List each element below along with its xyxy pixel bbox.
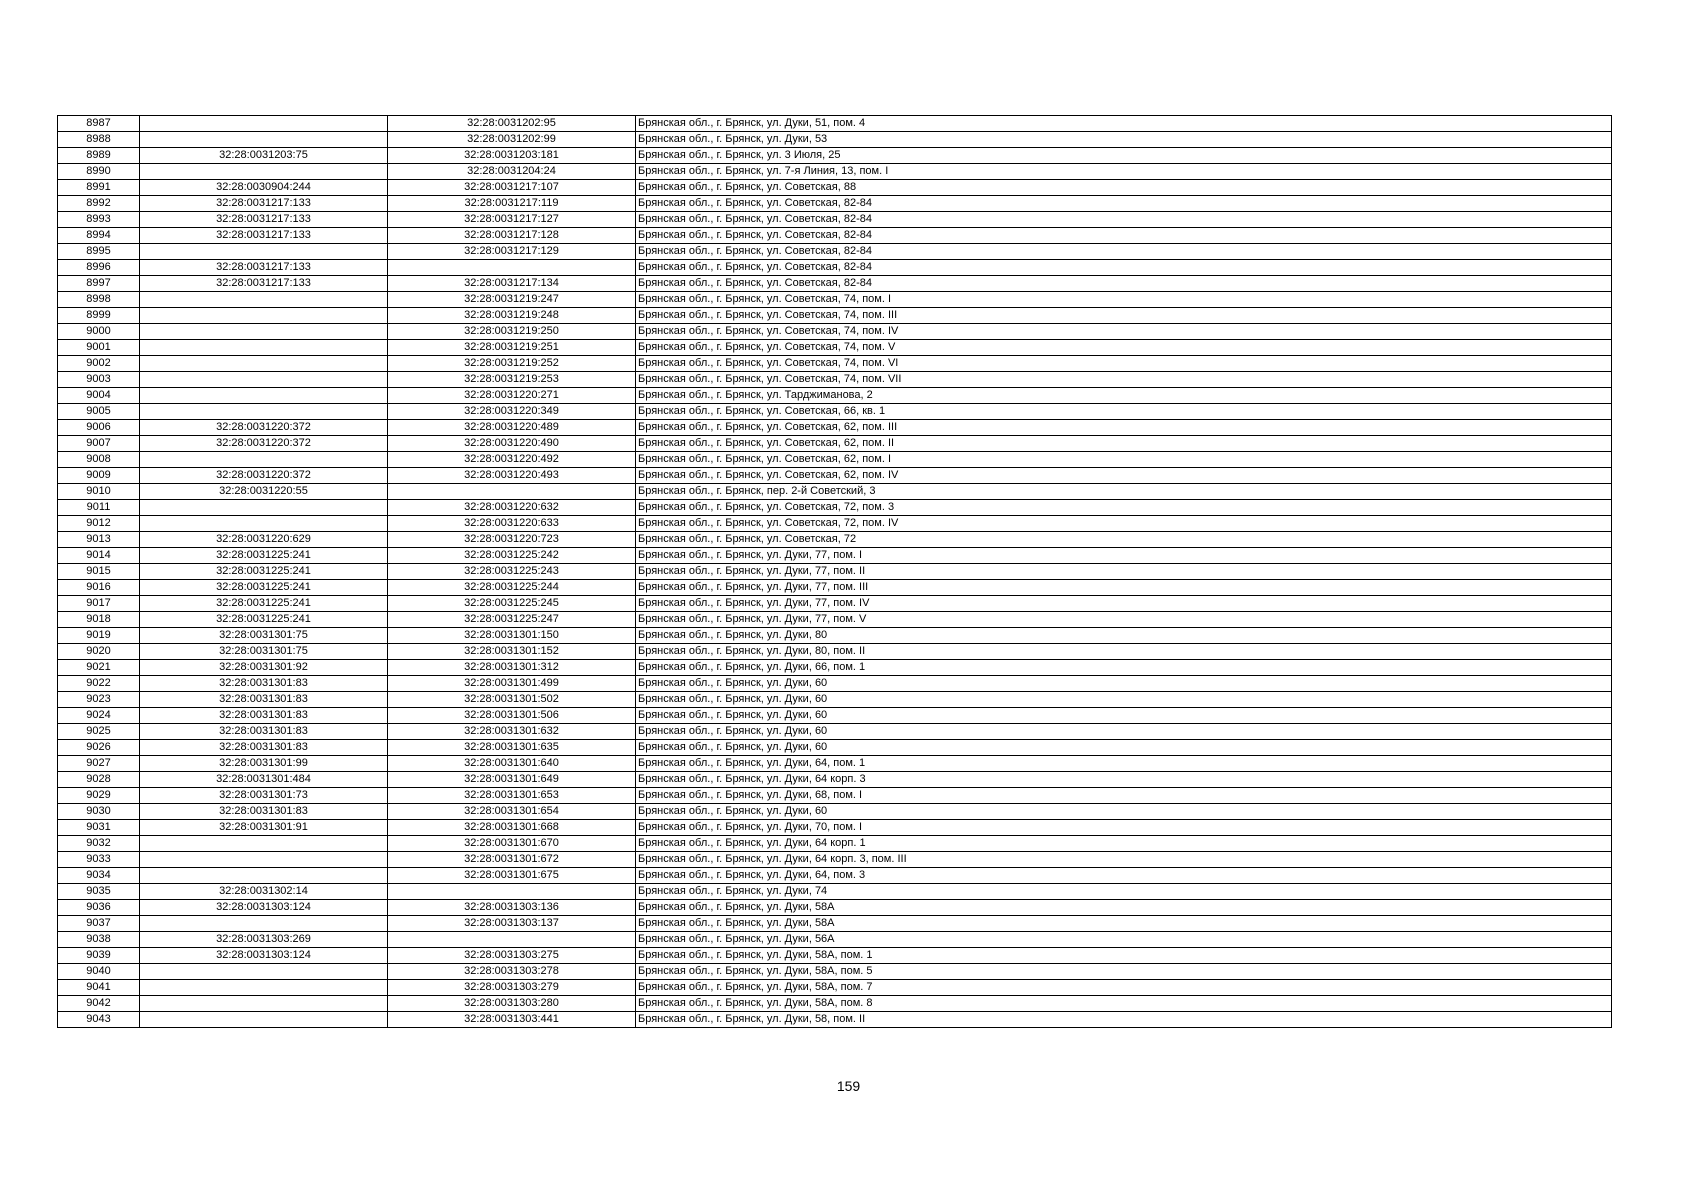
row-number-cell: 9039 xyxy=(58,948,140,964)
row-number-cell: 9031 xyxy=(58,820,140,836)
table-row xyxy=(58,196,1612,212)
previous-cadastral-number-cell xyxy=(140,916,388,932)
cadastral-number-cell: 32:28:0031303:137 xyxy=(388,916,636,932)
previous-cadastral-number-cell: 32:28:0031301:484 xyxy=(140,772,388,788)
cadastral-number-cell: 32:28:0031225:244 xyxy=(388,580,636,596)
table-row xyxy=(58,676,1612,692)
table-row xyxy=(58,964,1612,980)
previous-cadastral-number-cell: 32:28:0031301:91 xyxy=(140,820,388,836)
address-cell: Брянская обл., г. Брянск, ул. Дуки, 51, пом. 4 xyxy=(636,116,1612,132)
row-number-cell: 9040 xyxy=(58,964,140,980)
table-row xyxy=(58,212,1612,228)
previous-cadastral-number-cell xyxy=(140,980,388,996)
table-row xyxy=(58,980,1612,996)
previous-cadastral-number-cell xyxy=(140,308,388,324)
cadastral-number-cell: 32:28:0031301:150 xyxy=(388,628,636,644)
cadastral-number-cell: 32:28:0031219:250 xyxy=(388,324,636,340)
address-cell: Брянская обл., г. Брянск, ул. Дуки, 58А xyxy=(636,916,1612,932)
cadastral-number-cell: 32:28:0031217:107 xyxy=(388,180,636,196)
address-cell: Брянская обл., г. Брянск, ул. Дуки, 74 xyxy=(636,884,1612,900)
table-row xyxy=(58,308,1612,324)
row-number-cell: 9018 xyxy=(58,612,140,628)
table-row xyxy=(58,788,1612,804)
table-row xyxy=(58,916,1612,932)
cadastral-number-cell xyxy=(388,484,636,500)
table-row xyxy=(58,548,1612,564)
page-number: 159 xyxy=(836,1078,861,1094)
address-cell: Брянская обл., г. Брянск, ул. Дуки, 60 xyxy=(636,724,1612,740)
cadastral-number-cell: 32:28:0031301:632 xyxy=(388,724,636,740)
row-number-cell: 9030 xyxy=(58,804,140,820)
cadastral-number-cell: 32:28:0031225:247 xyxy=(388,612,636,628)
row-number-cell: 9021 xyxy=(58,660,140,676)
previous-cadastral-number-cell xyxy=(140,356,388,372)
previous-cadastral-number-cell xyxy=(140,292,388,308)
address-cell: Брянская обл., г. Брянск, ул. Дуки, 58А, пом. 8 xyxy=(636,996,1612,1012)
previous-cadastral-number-cell xyxy=(140,404,388,420)
previous-cadastral-number-cell: 32:28:0031301:99 xyxy=(140,756,388,772)
cadastral-number-cell xyxy=(388,260,636,276)
cadastral-number-cell: 32:28:0031219:247 xyxy=(388,292,636,308)
address-cell: Брянская обл., г. Брянск, ул. Дуки, 58А, пом. 1 xyxy=(636,948,1612,964)
row-number-cell: 9017 xyxy=(58,596,140,612)
row-number-cell: 9005 xyxy=(58,404,140,420)
row-number-cell: 8992 xyxy=(58,196,140,212)
table-row xyxy=(58,340,1612,356)
table-row xyxy=(58,852,1612,868)
cadastral-number-cell: 32:28:0031303:441 xyxy=(388,1012,636,1028)
address-cell: Брянская обл., г. Брянск, ул. Дуки, 56А xyxy=(636,932,1612,948)
row-number-cell: 9036 xyxy=(58,900,140,916)
table-row xyxy=(58,836,1612,852)
previous-cadastral-number-cell: 32:28:0031220:55 xyxy=(140,484,388,500)
previous-cadastral-number-cell: 32:28:0031220:372 xyxy=(140,436,388,452)
table-row xyxy=(58,756,1612,772)
previous-cadastral-number-cell xyxy=(140,852,388,868)
row-number-cell: 9009 xyxy=(58,468,140,484)
table-row xyxy=(58,500,1612,516)
table-row xyxy=(58,820,1612,836)
cadastral-number-cell: 32:28:0031301:499 xyxy=(388,676,636,692)
previous-cadastral-number-cell: 32:28:0031220:372 xyxy=(140,468,388,484)
previous-cadastral-number-cell: 32:28:0031220:629 xyxy=(140,532,388,548)
table-row xyxy=(58,484,1612,500)
row-number-cell: 9001 xyxy=(58,340,140,356)
cadastral-number-cell: 32:28:0031303:279 xyxy=(388,980,636,996)
address-cell: Брянская обл., г. Брянск, ул. Советская, 74, пом. VII xyxy=(636,372,1612,388)
address-cell: Брянская обл., г. Брянск, ул. Советская, 62, пом. IV xyxy=(636,468,1612,484)
cadastral-number-cell: 32:28:0031202:99 xyxy=(388,132,636,148)
address-cell: Брянская обл., г. Брянск, ул. Советская, 82-84 xyxy=(636,212,1612,228)
previous-cadastral-number-cell: 32:28:0031203:75 xyxy=(140,148,388,164)
address-cell: Брянская обл., г. Брянск, ул. Советская, 88 xyxy=(636,180,1612,196)
row-number-cell: 9026 xyxy=(58,740,140,756)
cadastral-number-cell xyxy=(388,884,636,900)
table-row xyxy=(58,452,1612,468)
previous-cadastral-number-cell: 32:28:0031303:124 xyxy=(140,900,388,916)
address-cell: Брянская обл., г. Брянск, ул. Дуки, 80 xyxy=(636,628,1612,644)
address-cell: Брянская обл., г. Брянск, ул. Дуки, 77, пом. V xyxy=(636,612,1612,628)
cadastral-number-cell: 32:28:0031303:136 xyxy=(388,900,636,916)
address-cell: Брянская обл., г. Брянск, ул. Дуки, 64 корп. 1 xyxy=(636,836,1612,852)
cadastral-number-cell: 32:28:0031220:633 xyxy=(388,516,636,532)
cadastral-number-cell: 32:28:0031225:242 xyxy=(388,548,636,564)
address-cell: Брянская обл., г. Брянск, ул. Советская, 66, кв. 1 xyxy=(636,404,1612,420)
previous-cadastral-number-cell: 32:28:0031301:73 xyxy=(140,788,388,804)
previous-cadastral-number-cell: 32:28:0031217:133 xyxy=(140,228,388,244)
row-number-cell: 9033 xyxy=(58,852,140,868)
row-number-cell: 9002 xyxy=(58,356,140,372)
previous-cadastral-number-cell xyxy=(140,132,388,148)
previous-cadastral-number-cell: 32:28:0031217:133 xyxy=(140,212,388,228)
previous-cadastral-number-cell: 32:28:0031301:75 xyxy=(140,628,388,644)
row-number-cell: 9034 xyxy=(58,868,140,884)
table-row xyxy=(58,468,1612,484)
previous-cadastral-number-cell: 32:28:0031301:83 xyxy=(140,724,388,740)
table-row xyxy=(58,356,1612,372)
address-cell: Брянская обл., г. Брянск, ул. Дуки, 58, пом. II xyxy=(636,1012,1612,1028)
cadastral-number-cell: 32:28:0031301:654 xyxy=(388,804,636,820)
previous-cadastral-number-cell: 32:28:0030904:244 xyxy=(140,180,388,196)
previous-cadastral-number-cell: 32:28:0031303:269 xyxy=(140,932,388,948)
cadastral-number-cell: 32:28:0031301:635 xyxy=(388,740,636,756)
table-row xyxy=(58,660,1612,676)
table-row xyxy=(58,180,1612,196)
previous-cadastral-number-cell: 32:28:0031225:241 xyxy=(140,548,388,564)
cadastral-number-cell: 32:28:0031301:675 xyxy=(388,868,636,884)
address-cell: Брянская обл., г. Брянск, ул. Дуки, 77, пом. I xyxy=(636,548,1612,564)
address-cell: Брянская обл., г. Брянск, ул. Советская, 74, пом. VI xyxy=(636,356,1612,372)
previous-cadastral-number-cell: 32:28:0031217:133 xyxy=(140,196,388,212)
address-cell: Брянская обл., г. Брянск, ул. Дуки, 77, пом. II xyxy=(636,564,1612,580)
address-cell: Брянская обл., г. Брянск, ул. Дуки, 53 xyxy=(636,132,1612,148)
address-cell: Брянская обл., г. Брянск, ул. Советская, 82-84 xyxy=(636,276,1612,292)
cadastral-number-cell: 32:28:0031301:672 xyxy=(388,852,636,868)
address-cell: Брянская обл., г. Брянск, ул. Дуки, 64, пом. 3 xyxy=(636,868,1612,884)
previous-cadastral-number-cell: 32:28:0031301:83 xyxy=(140,676,388,692)
cadastral-number-cell: 32:28:0031220:493 xyxy=(388,468,636,484)
cadastral-number-cell: 32:28:0031301:668 xyxy=(388,820,636,836)
previous-cadastral-number-cell xyxy=(140,996,388,1012)
address-cell: Брянская обл., г. Брянск, ул. Советская, 74, пом. III xyxy=(636,308,1612,324)
cadastral-number-cell: 32:28:0031303:278 xyxy=(388,964,636,980)
address-cell: Брянская обл., г. Брянск, ул. Дуки, 60 xyxy=(636,676,1612,692)
table-row xyxy=(58,740,1612,756)
previous-cadastral-number-cell xyxy=(140,452,388,468)
address-cell: Брянская обл., г. Брянск, пер. 2-й Советский, 3 xyxy=(636,484,1612,500)
address-cell: Брянская обл., г. Брянск, ул. Советская, 62, пом. I xyxy=(636,452,1612,468)
previous-cadastral-number-cell xyxy=(140,324,388,340)
cadastral-number-cell: 32:28:0031217:127 xyxy=(388,212,636,228)
address-cell: Брянская обл., г. Брянск, ул. Советская, 82-84 xyxy=(636,260,1612,276)
previous-cadastral-number-cell: 32:28:0031301:83 xyxy=(140,740,388,756)
row-number-cell: 9007 xyxy=(58,436,140,452)
table-row xyxy=(58,932,1612,948)
cadastral-number-cell: 32:28:0031301:640 xyxy=(388,756,636,772)
row-number-cell: 9025 xyxy=(58,724,140,740)
cadastral-number-cell: 32:28:0031204:24 xyxy=(388,164,636,180)
table-row xyxy=(58,1012,1612,1028)
row-number-cell: 9028 xyxy=(58,772,140,788)
row-number-cell: 9010 xyxy=(58,484,140,500)
cadastral-number-cell: 32:28:0031220:271 xyxy=(388,388,636,404)
address-cell: Брянская обл., г. Брянск, ул. Советская, 82-84 xyxy=(636,228,1612,244)
address-cell: Брянская обл., г. Брянск, ул. 7-я Линия, 13, пом. I xyxy=(636,164,1612,180)
row-number-cell: 9020 xyxy=(58,644,140,660)
previous-cadastral-number-cell xyxy=(140,164,388,180)
table-row xyxy=(58,420,1612,436)
cadastral-number-cell: 32:28:0031225:245 xyxy=(388,596,636,612)
address-cell: Брянская обл., г. Брянск, ул. Дуки, 58А, пом. 7 xyxy=(636,980,1612,996)
table-row xyxy=(58,772,1612,788)
table-row xyxy=(58,996,1612,1012)
table-row xyxy=(58,372,1612,388)
previous-cadastral-number-cell: 32:28:0031225:241 xyxy=(140,580,388,596)
previous-cadastral-number-cell: 32:28:0031225:241 xyxy=(140,564,388,580)
table-row xyxy=(58,724,1612,740)
table-row xyxy=(58,708,1612,724)
row-number-cell: 9041 xyxy=(58,980,140,996)
cadastral-number-cell: 32:28:0031202:95 xyxy=(388,116,636,132)
row-number-cell: 9027 xyxy=(58,756,140,772)
table-row xyxy=(58,148,1612,164)
cadastral-number-cell: 32:28:0031301:312 xyxy=(388,660,636,676)
address-cell: Брянская обл., г. Брянск, ул. Дуки, 77, пом. III xyxy=(636,580,1612,596)
address-cell: Брянская обл., г. Брянск, ул. Дуки, 64 корп. 3 xyxy=(636,772,1612,788)
table-row xyxy=(58,612,1612,628)
previous-cadastral-number-cell xyxy=(140,836,388,852)
row-number-cell: 9042 xyxy=(58,996,140,1012)
previous-cadastral-number-cell: 32:28:0031303:124 xyxy=(140,948,388,964)
row-number-cell: 8988 xyxy=(58,132,140,148)
row-number-cell: 8997 xyxy=(58,276,140,292)
previous-cadastral-number-cell xyxy=(140,1012,388,1028)
previous-cadastral-number-cell: 32:28:0031302:14 xyxy=(140,884,388,900)
cadastral-number-cell: 32:28:0031219:251 xyxy=(388,340,636,356)
row-number-cell: 9006 xyxy=(58,420,140,436)
cadastral-number-cell: 32:28:0031301:502 xyxy=(388,692,636,708)
address-cell: Брянская обл., г. Брянск, ул. Дуки, 58А, пом. 5 xyxy=(636,964,1612,980)
table-row xyxy=(58,244,1612,260)
cadastral-number-cell: 32:28:0031301:506 xyxy=(388,708,636,724)
row-number-cell: 9022 xyxy=(58,676,140,692)
previous-cadastral-number-cell: 32:28:0031301:75 xyxy=(140,644,388,660)
table-row xyxy=(58,532,1612,548)
table-row xyxy=(58,260,1612,276)
previous-cadastral-number-cell xyxy=(140,340,388,356)
table-row xyxy=(58,868,1612,884)
address-cell: Брянская обл., г. Брянск, ул. Советская, 72, пом. IV xyxy=(636,516,1612,532)
row-number-cell: 8991 xyxy=(58,180,140,196)
previous-cadastral-number-cell: 32:28:0031225:241 xyxy=(140,612,388,628)
address-cell: Брянская обл., г. Брянск, ул. Дуки, 70, пом. I xyxy=(636,820,1612,836)
cadastral-number-cell: 32:28:0031301:670 xyxy=(388,836,636,852)
row-number-cell: 9008 xyxy=(58,452,140,468)
cadastral-number-cell xyxy=(388,932,636,948)
address-cell: Брянская обл., г. Брянск, ул. 3 Июля, 25 xyxy=(636,148,1612,164)
table-row xyxy=(58,324,1612,340)
row-number-cell: 9029 xyxy=(58,788,140,804)
row-number-cell: 9011 xyxy=(58,500,140,516)
previous-cadastral-number-cell xyxy=(140,372,388,388)
address-cell: Брянская обл., г. Брянск, ул. Дуки, 60 xyxy=(636,708,1612,724)
table-row xyxy=(58,804,1612,820)
table-row xyxy=(58,436,1612,452)
table-row xyxy=(58,228,1612,244)
table-row xyxy=(58,596,1612,612)
row-number-cell: 9000 xyxy=(58,324,140,340)
cadastral-number-cell: 32:28:0031225:243 xyxy=(388,564,636,580)
cadastral-number-cell: 32:28:0031303:275 xyxy=(388,948,636,964)
cadastral-number-cell: 32:28:0031220:489 xyxy=(388,420,636,436)
cadastral-number-cell: 32:28:0031219:252 xyxy=(388,356,636,372)
table-row xyxy=(58,404,1612,420)
address-cell: Брянская обл., г. Брянск, ул. Советская, 74, пом. I xyxy=(636,292,1612,308)
row-number-cell: 9015 xyxy=(58,564,140,580)
previous-cadastral-number-cell: 32:28:0031220:372 xyxy=(140,420,388,436)
row-number-cell: 9004 xyxy=(58,388,140,404)
previous-cadastral-number-cell xyxy=(140,388,388,404)
table-row xyxy=(58,164,1612,180)
address-cell: Брянская обл., г. Брянск, ул. Дуки, 60 xyxy=(636,804,1612,820)
previous-cadastral-number-cell: 32:28:0031217:133 xyxy=(140,260,388,276)
address-cell: Брянская обл., г. Брянск, ул. Дуки, 77, пом. IV xyxy=(636,596,1612,612)
previous-cadastral-number-cell xyxy=(140,116,388,132)
row-number-cell: 9003 xyxy=(58,372,140,388)
row-number-cell: 8998 xyxy=(58,292,140,308)
address-cell: Брянская обл., г. Брянск, ул. Советская, 62, пом. II xyxy=(636,436,1612,452)
table-row xyxy=(58,292,1612,308)
row-number-cell: 9043 xyxy=(58,1012,140,1028)
cadastral-number-cell: 32:28:0031220:632 xyxy=(388,500,636,516)
cadastral-number-cell: 32:28:0031220:490 xyxy=(388,436,636,452)
previous-cadastral-number-cell xyxy=(140,500,388,516)
cadastral-number-cell: 32:28:0031220:723 xyxy=(388,532,636,548)
address-cell: Брянская обл., г. Брянск, ул. Советская, 82-84 xyxy=(636,196,1612,212)
row-number-cell: 9014 xyxy=(58,548,140,564)
row-number-cell: 9035 xyxy=(58,884,140,900)
row-number-cell: 9013 xyxy=(58,532,140,548)
cadastral-number-cell: 32:28:0031203:181 xyxy=(388,148,636,164)
previous-cadastral-number-cell: 32:28:0031301:83 xyxy=(140,692,388,708)
row-number-cell: 9038 xyxy=(58,932,140,948)
previous-cadastral-number-cell: 32:28:0031301:83 xyxy=(140,804,388,820)
address-cell: Брянская обл., г. Брянск, ул. Дуки, 58А xyxy=(636,900,1612,916)
table-row xyxy=(58,628,1612,644)
row-number-cell: 9024 xyxy=(58,708,140,724)
address-cell: Брянская обл., г. Брянск, ул. Дуки, 68, пом. I xyxy=(636,788,1612,804)
address-cell: Брянская обл., г. Брянск, ул. Дуки, 64 корп. 3, пом. III xyxy=(636,852,1612,868)
address-cell: Брянская обл., г. Брянск, ул. Дуки, 60 xyxy=(636,740,1612,756)
row-number-cell: 8989 xyxy=(58,148,140,164)
previous-cadastral-number-cell xyxy=(140,244,388,260)
address-cell: Брянская обл., г. Брянск, ул. Дуки, 64, пом. 1 xyxy=(636,756,1612,772)
row-number-cell: 9019 xyxy=(58,628,140,644)
table-row xyxy=(58,132,1612,148)
cadastral-number-cell: 32:28:0031217:119 xyxy=(388,196,636,212)
cadastral-number-cell: 32:28:0031220:349 xyxy=(388,404,636,420)
cadastral-number-cell: 32:28:0031217:128 xyxy=(388,228,636,244)
table-row xyxy=(58,948,1612,964)
previous-cadastral-number-cell: 32:28:0031225:241 xyxy=(140,596,388,612)
cadastral-number-cell: 32:28:0031217:129 xyxy=(388,244,636,260)
address-cell: Брянская обл., г. Брянск, ул. Советская, 72, пом. 3 xyxy=(636,500,1612,516)
previous-cadastral-number-cell xyxy=(140,868,388,884)
address-cell: Брянская обл., г. Брянск, ул. Дуки, 80, пом. II xyxy=(636,644,1612,660)
address-cell: Брянская обл., г. Брянск, ул. Дуки, 60 xyxy=(636,692,1612,708)
cadastral-number-cell: 32:28:0031217:134 xyxy=(388,276,636,292)
row-number-cell: 8993 xyxy=(58,212,140,228)
table-row xyxy=(58,900,1612,916)
row-number-cell: 8994 xyxy=(58,228,140,244)
row-number-cell: 8987 xyxy=(58,116,140,132)
table-row xyxy=(58,692,1612,708)
table-row xyxy=(58,884,1612,900)
table-row xyxy=(58,116,1612,132)
cadastral-number-cell: 32:28:0031301:653 xyxy=(388,788,636,804)
table-row xyxy=(58,276,1612,292)
previous-cadastral-number-cell: 32:28:0031301:83 xyxy=(140,708,388,724)
previous-cadastral-number-cell xyxy=(140,964,388,980)
previous-cadastral-number-cell: 32:28:0031217:133 xyxy=(140,276,388,292)
row-number-cell: 8996 xyxy=(58,260,140,276)
cadastral-number-cell: 32:28:0031301:649 xyxy=(388,772,636,788)
address-cell: Брянская обл., г. Брянск, ул. Дуки, 66, пом. 1 xyxy=(636,660,1612,676)
address-cell: Брянская обл., г. Брянск, ул. Советская, 82-84 xyxy=(636,244,1612,260)
previous-cadastral-number-cell xyxy=(140,516,388,532)
row-number-cell: 8999 xyxy=(58,308,140,324)
address-cell: Брянская обл., г. Брянск, ул. Советская, 74, пом. V xyxy=(636,340,1612,356)
cadastral-number-cell: 32:28:0031220:492 xyxy=(388,452,636,468)
register-table-body xyxy=(58,116,1612,1028)
address-cell: Брянская обл., г. Брянск, ул. Советская, 74, пом. IV xyxy=(636,324,1612,340)
register-table xyxy=(57,115,1612,1028)
table-row xyxy=(58,644,1612,660)
table-row xyxy=(58,564,1612,580)
table-row xyxy=(58,388,1612,404)
address-cell: Брянская обл., г. Брянск, ул. Советская, 62, пом. III xyxy=(636,420,1612,436)
cadastral-number-cell: 32:28:0031219:253 xyxy=(388,372,636,388)
row-number-cell: 8995 xyxy=(58,244,140,260)
table-row xyxy=(58,516,1612,532)
row-number-cell: 9037 xyxy=(58,916,140,932)
row-number-cell: 9032 xyxy=(58,836,140,852)
address-cell: Брянская обл., г. Брянск, ул. Советская, 72 xyxy=(636,532,1612,548)
row-number-cell: 9016 xyxy=(58,580,140,596)
previous-cadastral-number-cell: 32:28:0031301:92 xyxy=(140,660,388,676)
row-number-cell: 9012 xyxy=(58,516,140,532)
table-row xyxy=(58,580,1612,596)
row-number-cell: 8990 xyxy=(58,164,140,180)
cadastral-number-cell: 32:28:0031301:152 xyxy=(388,644,636,660)
cadastral-number-cell: 32:28:0031303:280 xyxy=(388,996,636,1012)
cadastral-number-cell: 32:28:0031219:248 xyxy=(388,308,636,324)
row-number-cell: 9023 xyxy=(58,692,140,708)
address-cell: Брянская обл., г. Брянск, ул. Тарджиманова, 2 xyxy=(636,388,1612,404)
